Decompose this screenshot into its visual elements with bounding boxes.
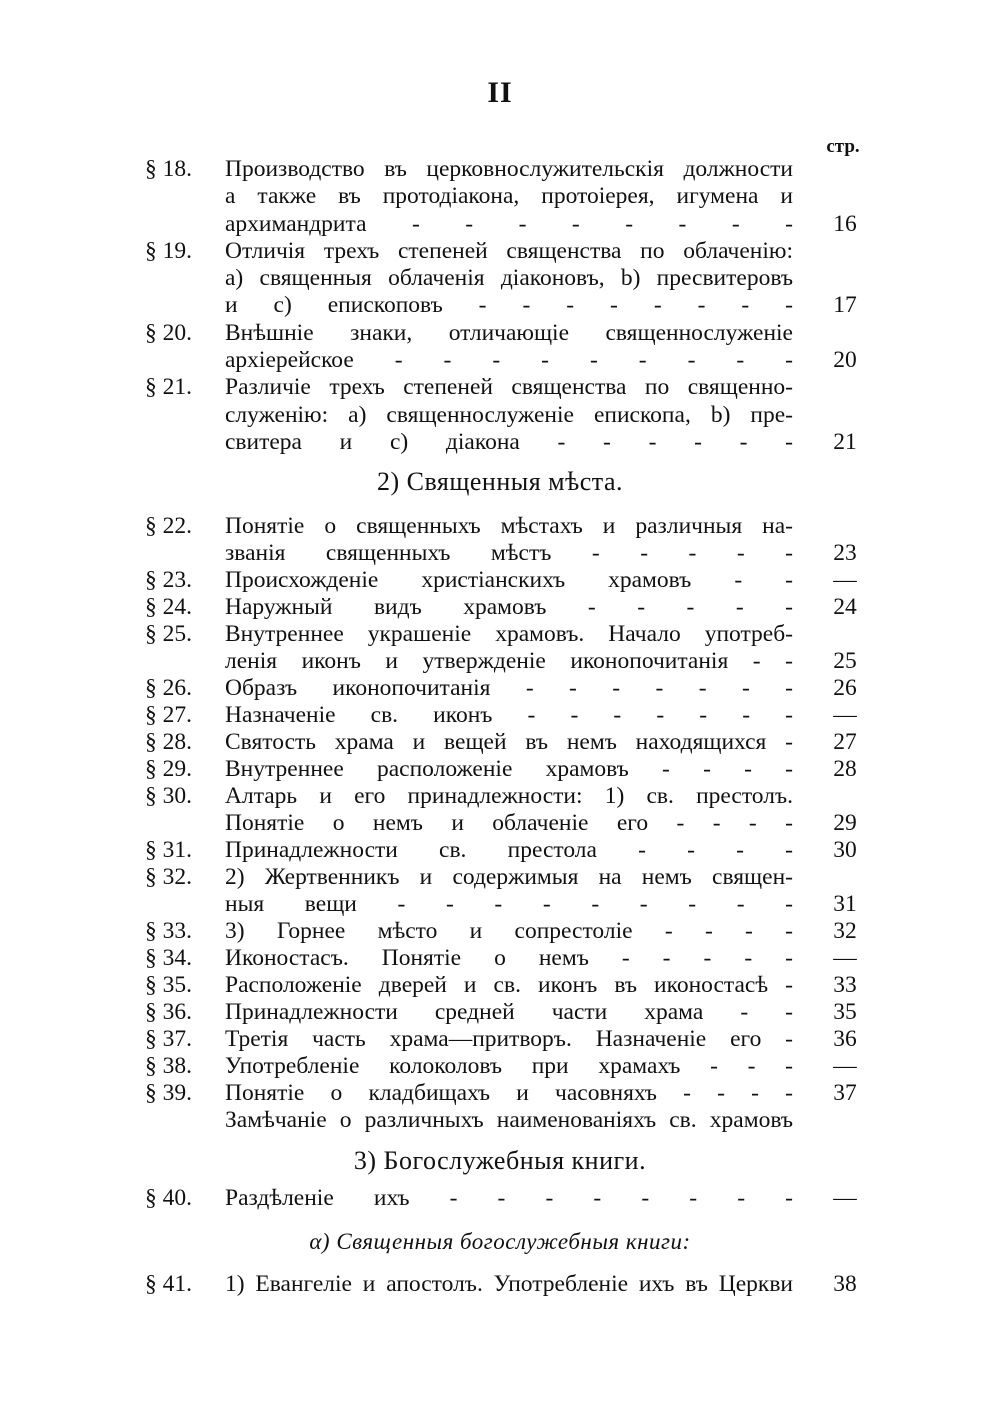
entry-title: [225, 837, 793, 864]
section-number: § 41.: [145, 1271, 192, 1297]
entry-title: [225, 594, 793, 621]
page-reference: 26: [833, 675, 857, 701]
page-reference: —: [833, 1185, 857, 1211]
subsection-heading-sacred-books: α) Священныя богослужебныя книги:: [309, 1229, 691, 1254]
entry-title: [225, 1271, 793, 1298]
entry-line: свитера и с) діакона - - - - - -: [225, 428, 793, 455]
section-number: § 21.: [145, 374, 192, 401]
entry-line: Внутреннее украшеніе храмовъ. Начало употреб-: [225, 621, 793, 647]
entry-title: [225, 756, 793, 783]
toc-entry: [145, 729, 865, 756]
section-number: § 22.: [145, 513, 192, 539]
entry-line: Принадлежности средней части храма - -: [225, 999, 793, 1025]
entry-title: [225, 702, 793, 729]
page-reference: 31: [833, 891, 857, 917]
page-reference: 24: [833, 594, 857, 620]
entry-line: Расположеніе дверей и св. иконъ въ иконостасѣ -: [225, 972, 793, 998]
entry-title: [225, 918, 793, 945]
toc-entry: [145, 1271, 865, 1298]
toc-entry: [145, 702, 865, 729]
toc-entry: [145, 918, 865, 945]
page-reference: —: [833, 945, 857, 971]
page-reference: 27: [833, 729, 857, 755]
page-reference: 32: [833, 918, 857, 944]
section-number: § 20.: [145, 319, 192, 346]
entry-line: Отличія трехъ степеней священства по облаченію:: [225, 237, 793, 264]
toc-entry: [145, 238, 865, 320]
section-number: § 27.: [145, 702, 192, 728]
toc-entry: [145, 621, 865, 675]
page-reference: 30: [833, 837, 857, 863]
page-number: II: [487, 76, 513, 109]
toc-entry: [145, 783, 865, 837]
page-reference: 37: [833, 1080, 857, 1106]
section-number: § 28.: [145, 729, 192, 755]
section-number: § 36.: [145, 999, 192, 1025]
toc-entry: [145, 1053, 865, 1080]
entry-title: [225, 374, 793, 456]
toc-entry: [145, 864, 865, 918]
entry-line: Происхожденіе христіанскихъ храмовъ - -: [225, 567, 793, 593]
toc-entry: [145, 1185, 865, 1212]
entry-line: а) священныя облаченія діаконовъ, b) пресвитеровъ: [225, 265, 793, 292]
page-reference: 29: [833, 810, 857, 836]
section-number: § 19.: [145, 237, 192, 264]
section-number: § 26.: [145, 675, 192, 701]
toc-entry: [145, 756, 865, 783]
section-number: § 35.: [145, 972, 192, 998]
section-number: § 34.: [145, 945, 192, 971]
entry-title: [225, 783, 793, 837]
entry-title: [225, 238, 793, 320]
section-number: § 18.: [145, 156, 192, 182]
toc-entry: [145, 513, 865, 567]
entry-line: архимандрита - - - - - - - -: [225, 210, 793, 237]
section-heading-service-books: 3) Богослужебныя книги.: [353, 1146, 647, 1175]
section-number: § 23.: [145, 567, 192, 593]
page-reference: 33: [833, 972, 857, 998]
page-reference: 17: [833, 292, 857, 319]
entry-title: [225, 945, 793, 972]
toc-entry: [145, 837, 865, 864]
page-reference: 21: [833, 428, 857, 455]
entry-line: Принадлежности св. престола - - - -: [225, 837, 793, 863]
entry-line: Раздѣленіе ихъ - - - - - - - -: [225, 1185, 793, 1211]
entry-title: [225, 567, 793, 594]
entry-title: [225, 675, 793, 702]
entry-title: [225, 1026, 793, 1053]
entry-line: 2) Жертвенникъ и содержимыя на немъ священ-: [225, 864, 793, 890]
entry-line: а также въ протодіакона, протоіерея, игумена и: [225, 183, 793, 210]
entry-line: 1) Евангеліе и апостолъ. Употребленіе ихъ въ Церкви: [225, 1271, 793, 1297]
page-reference: —: [833, 567, 857, 593]
entry-line: Производство въ церковнослужительскія должности: [225, 156, 793, 182]
entry-title: [225, 1185, 793, 1212]
entry-line: служенію: а) священнослуженіе епископа, b) пре-: [225, 401, 793, 428]
page-reference: 36: [833, 1026, 857, 1052]
section-heading-holy-places: 2) Священныя мѣста.: [376, 467, 624, 496]
page-reference: —: [833, 702, 857, 728]
entry-title: [225, 320, 793, 375]
entry-line: архіерейское - - - - - - - - -: [225, 347, 793, 374]
entry-line: Иконостасъ. Понятіе о немъ - - - - -: [225, 945, 793, 971]
section-number: § 25.: [145, 621, 192, 647]
section-number: § 24.: [145, 594, 192, 620]
page-reference: 20: [833, 347, 857, 374]
toc-entry: [145, 945, 865, 972]
entry-title: [225, 864, 793, 918]
entry-title: [225, 513, 793, 567]
entry-title: [225, 621, 793, 675]
toc-entry: [145, 999, 865, 1026]
entry-line: Внутреннее расположеніе храмовъ - - - -: [225, 756, 793, 782]
section-number: § 30.: [145, 783, 192, 809]
toc-entry: [145, 675, 865, 702]
entry-title: [225, 1053, 793, 1080]
section-number: § 40.: [145, 1185, 192, 1211]
entry-line: Образъ иконопочитанія - - - - - - -: [225, 675, 793, 701]
entry-title: [225, 1080, 793, 1134]
entry-title: [225, 729, 793, 756]
toc-entry: [145, 1026, 865, 1053]
entry-line: ныя вещи - - - - - - - - -: [225, 891, 793, 917]
entry-line: ленія иконъ и утвержденіе иконопочитанія - -: [225, 648, 793, 674]
toc-entry: [145, 1080, 865, 1134]
entry-title: [225, 972, 793, 999]
section-number: § 39.: [145, 1080, 192, 1106]
entry-line: 3) Горнее мѣсто и сопрестоліе - - - -: [225, 918, 793, 944]
page-reference: 28: [833, 756, 857, 782]
page-reference: 25: [833, 648, 857, 674]
toc-entry: [145, 567, 865, 594]
toc-entry: [145, 594, 865, 621]
toc-entry: [145, 156, 865, 238]
page-reference: 35: [833, 999, 857, 1025]
entry-line: Понятіе о кладбищахъ и часовняхъ - - - -: [225, 1080, 793, 1106]
entry-line: Внѣшніе знаки, отличающіе священнослуженіе: [225, 319, 793, 346]
toc-entry: [145, 972, 865, 999]
entry-line: и с) епископовъ - - - - - - - -: [225, 292, 793, 319]
section-number: § 33.: [145, 918, 192, 944]
entry-line: Понятіе о немъ и облаченіе его - - - -: [225, 810, 793, 836]
entry-line: Различіе трехъ степеней священства по священно-: [225, 374, 793, 401]
section-number: § 32.: [145, 864, 192, 890]
section-number: § 29.: [145, 756, 192, 782]
entry-line: званія священныхъ мѣстъ - - - - -: [225, 540, 793, 566]
entry-line: Святость храма и вещей въ немъ находящихся -: [225, 729, 793, 755]
page-column-label: стр.: [826, 136, 860, 157]
toc-entry: [145, 374, 865, 456]
entry-line: Понятіе о священныхъ мѣстахъ и различныя на-: [225, 513, 793, 539]
entry-line: Замѣчаніе о различныхъ наименованіяхъ св. храмовъ: [225, 1107, 793, 1133]
page-reference: 16: [833, 210, 857, 237]
section-number: § 38.: [145, 1053, 192, 1079]
entry-line: Употребленіе колоколовъ при храмахъ - - -: [225, 1053, 793, 1079]
page-reference: 38: [833, 1271, 857, 1297]
entry-line: Назначеніе св. иконъ - - - - - - -: [225, 702, 793, 728]
page-reference: 23: [833, 540, 857, 566]
section-number: § 31.: [145, 837, 192, 863]
section-number: § 37.: [145, 1026, 192, 1052]
toc-entry: [145, 320, 865, 375]
entry-line: Наружный видъ храмовъ - - - - -: [225, 594, 793, 620]
page-reference: —: [833, 1053, 857, 1079]
entry-line: Третія часть храма—притворъ. Назначеніе его -: [225, 1026, 793, 1052]
entry-title: [225, 999, 793, 1026]
entry-title: [225, 156, 793, 238]
entry-line: Алтарь и его принадлежности: 1) св. престолъ.: [225, 783, 793, 809]
